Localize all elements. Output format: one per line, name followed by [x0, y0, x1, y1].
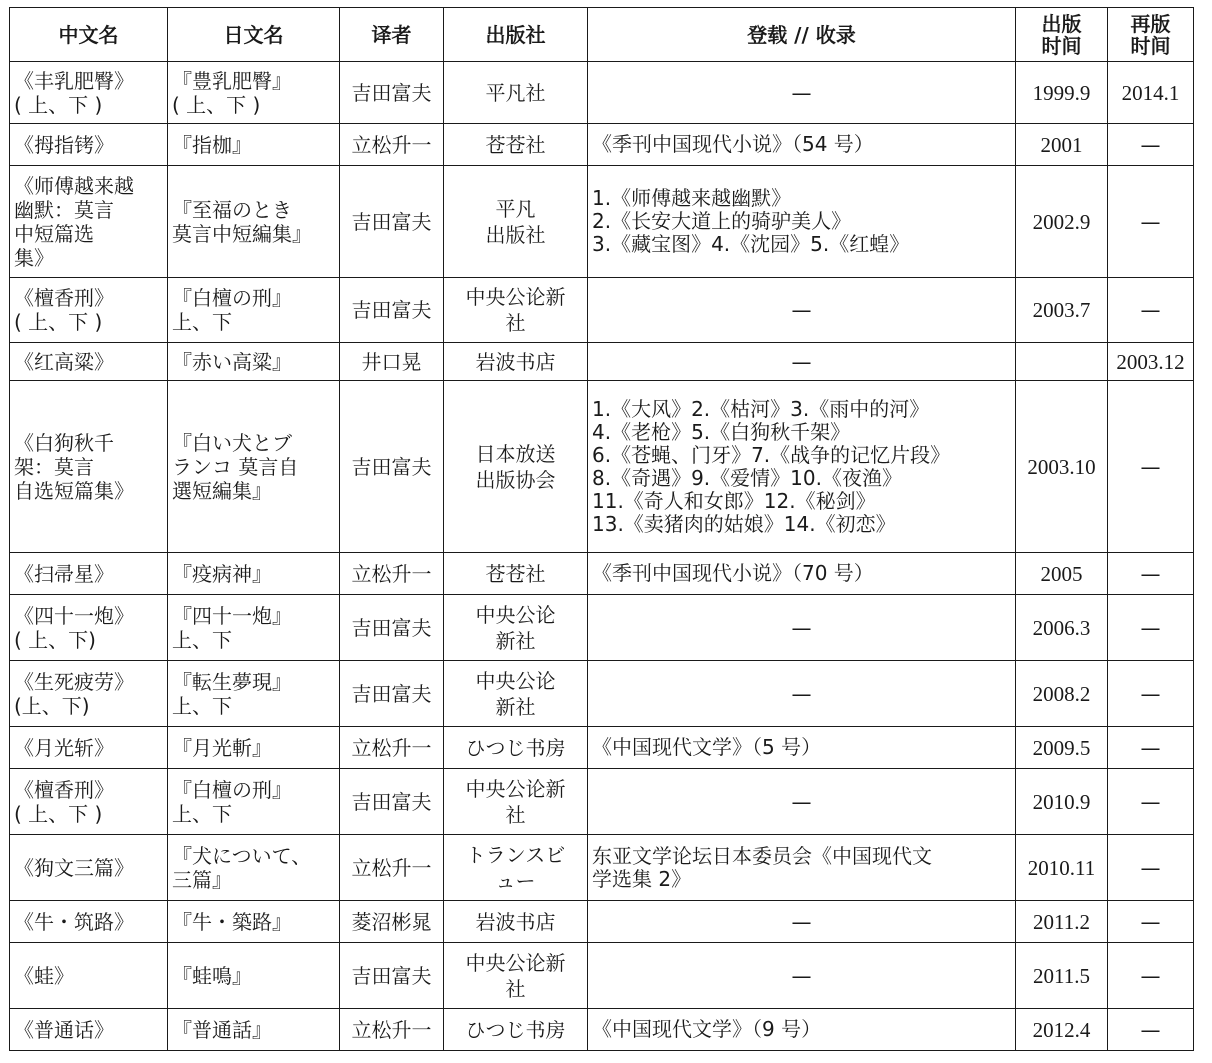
cell-chinese-title: 《拇指铐》	[10, 124, 168, 166]
cell-source: —	[588, 661, 1016, 727]
cell-reprint-date: —	[1108, 769, 1194, 835]
cell-source: 《季刊中国现代小说》（54 号）	[588, 124, 1016, 166]
cell-reprint-date: 2014.1	[1108, 62, 1194, 124]
table-row	[10, 124, 1194, 166]
cell-chinese-title: 《普通话》	[10, 1009, 168, 1051]
cell-publisher: トランスビ ュー	[444, 835, 588, 901]
table-row	[10, 343, 1194, 381]
header-row	[10, 8, 1194, 62]
cell-reprint-date: —	[1108, 901, 1194, 943]
cell-translator: 立松升一	[340, 553, 444, 595]
cell-reprint-date: —	[1108, 166, 1194, 278]
cell-publish-date: 2009.5	[1016, 727, 1108, 769]
cell-japanese-title: 『牛・築路』	[168, 901, 340, 943]
cell-japanese-title: 『白檀の刑』 上、下	[168, 278, 340, 343]
cell-source: —	[588, 901, 1016, 943]
cell-publisher: 日本放送 出版协会	[444, 381, 588, 553]
cell-chinese-title: 《四十一炮》 ( 上、下)	[10, 595, 168, 661]
cell-chinese-title: 《蛙》	[10, 943, 168, 1009]
cell-publisher: 中央公论新 社	[444, 278, 588, 343]
cell-chinese-title: 《狗文三篇》	[10, 835, 168, 901]
table-row	[10, 278, 1194, 343]
header-publish-date: 出版 时间	[1016, 8, 1108, 62]
cell-reprint-date: 2003.12	[1108, 343, 1194, 381]
cell-reprint-date: —	[1108, 727, 1194, 769]
table-row	[10, 835, 1194, 901]
header-publisher: 出版社	[444, 8, 588, 62]
cell-translator: 立松升一	[340, 835, 444, 901]
cell-reprint-date: —	[1108, 661, 1194, 727]
cell-translator: 吉田富夫	[340, 595, 444, 661]
cell-japanese-title: 『白い犬とブ ランコ 莫言自 選短編集』	[168, 381, 340, 553]
cell-source: —	[588, 278, 1016, 343]
table-row	[10, 595, 1194, 661]
cell-source: —	[588, 595, 1016, 661]
table-row	[10, 166, 1194, 278]
cell-publisher: 中央公论 新社	[444, 595, 588, 661]
cell-chinese-title: 《牛・筑路》	[10, 901, 168, 943]
cell-japanese-title: 『至福のとき 莫言中短編集』	[168, 166, 340, 278]
cell-translator: 吉田富夫	[340, 381, 444, 553]
cell-chinese-title: 《生死疲劳》 (上、下)	[10, 661, 168, 727]
cell-reprint-date: —	[1108, 278, 1194, 343]
cell-translator: 菱沼彬晁	[340, 901, 444, 943]
cell-source: 东亚文学论坛日本委员会《中国现代文 学选集 2》	[588, 835, 1016, 901]
cell-source: —	[588, 62, 1016, 124]
cell-reprint-date: —	[1108, 124, 1194, 166]
cell-source: 《中国现代文学》（5 号）	[588, 727, 1016, 769]
cell-reprint-date: —	[1108, 1009, 1194, 1051]
cell-publisher: 岩波书店	[444, 343, 588, 381]
cell-translator: 井口晃	[340, 343, 444, 381]
cell-japanese-title: 『赤い高粱』	[168, 343, 340, 381]
cell-chinese-title: 《扫帚星》	[10, 553, 168, 595]
table-row	[10, 943, 1194, 1009]
cell-japanese-title: 『白檀の刑』 上、下	[168, 769, 340, 835]
cell-source: —	[588, 769, 1016, 835]
cell-source: 《季刊中国现代小说》（70 号）	[588, 553, 1016, 595]
cell-japanese-title: 『疫病神』	[168, 553, 340, 595]
cell-source: —	[588, 943, 1016, 1009]
cell-chinese-title: 《红高粱》	[10, 343, 168, 381]
cell-translator: 吉田富夫	[340, 278, 444, 343]
cell-japanese-title: 『転生夢現』 上、下	[168, 661, 340, 727]
cell-publish-date: 2001	[1016, 124, 1108, 166]
cell-translator: 吉田富夫	[340, 769, 444, 835]
cell-japanese-title: 『犬について、 三篇』	[168, 835, 340, 901]
cell-publish-date: 2010.9	[1016, 769, 1108, 835]
cell-publisher: ひつじ书房	[444, 727, 588, 769]
table-row	[10, 553, 1194, 595]
cell-translator: 吉田富夫	[340, 166, 444, 278]
cell-publish-date	[1016, 343, 1108, 381]
cell-publisher: 苍苍社	[444, 124, 588, 166]
cell-source: 1.《师傅越来越幽默》 2.《长安大道上的骑驴美人》 3.《藏宝图》4.《沈园》5.《红蝗》	[588, 166, 1016, 278]
cell-reprint-date: —	[1108, 381, 1194, 553]
cell-publish-date: 2008.2	[1016, 661, 1108, 727]
cell-chinese-title: 《檀香刑》 ( 上、下 )	[10, 278, 168, 343]
cell-chinese-title: 《丰乳肥臀》 ( 上、下 )	[10, 62, 168, 124]
cell-japanese-title: 『四十一炮』 上、下	[168, 595, 340, 661]
cell-japanese-title: 『指枷』	[168, 124, 340, 166]
cell-translator: 吉田富夫	[340, 62, 444, 124]
cell-publish-date: 2010.11	[1016, 835, 1108, 901]
cell-chinese-title: 《檀香刑》 ( 上、下 )	[10, 769, 168, 835]
cell-publish-date: 2011.2	[1016, 901, 1108, 943]
cell-publisher: 苍苍社	[444, 553, 588, 595]
cell-translator: 立松升一	[340, 1009, 444, 1051]
cell-chinese-title: 《师傅越来越 幽默：莫言 中短篇选 集》	[10, 166, 168, 278]
header-japanese-title: 日文名	[168, 8, 340, 62]
cell-japanese-title: 『蛙鳴』	[168, 943, 340, 1009]
header-source: 登载 // 收录	[588, 8, 1016, 62]
table-row	[10, 769, 1194, 835]
cell-source: —	[588, 343, 1016, 381]
cell-publisher: ひつじ书房	[444, 1009, 588, 1051]
table-row	[10, 62, 1194, 124]
header-chinese-title: 中文名	[10, 8, 168, 62]
cell-publisher: 中央公论 新社	[444, 661, 588, 727]
cell-chinese-title: 《月光斩》	[10, 727, 168, 769]
cell-publish-date: 2003.7	[1016, 278, 1108, 343]
header-reprint-date: 再版 时间	[1108, 8, 1194, 62]
cell-reprint-date: —	[1108, 835, 1194, 901]
table-row	[10, 1009, 1194, 1051]
table-row	[10, 381, 1194, 553]
cell-publisher: 中央公论新 社	[444, 769, 588, 835]
table-row	[10, 661, 1194, 727]
cell-reprint-date: —	[1108, 595, 1194, 661]
cell-japanese-title: 『普通話』	[168, 1009, 340, 1051]
cell-source: 1.《大风》2.《枯河》3.《雨中的河》 4.《老枪》5.《白狗秋千架》 6.《苍蝇、门牙》7.《战争的记忆片段》 8.《奇遇》9.《爱情》10.《夜渔》 11.《奇人和女郎》12.《秘剑》 13.《卖猪肉的姑娘》14.《初恋》	[588, 381, 1016, 553]
cell-publisher: 岩波书店	[444, 901, 588, 943]
cell-translator: 吉田富夫	[340, 943, 444, 1009]
cell-chinese-title: 《白狗秋千 架：莫言 自选短篇集》	[10, 381, 168, 553]
cell-translator: 吉田富夫	[340, 661, 444, 727]
cell-publish-date: 2011.5	[1016, 943, 1108, 1009]
translation-table	[9, 7, 1194, 1051]
cell-publisher: 平凡 出版社	[444, 166, 588, 278]
table-row	[10, 727, 1194, 769]
cell-japanese-title: 『豊乳肥臀』 ( 上、下 )	[168, 62, 340, 124]
header-translator: 译者	[340, 8, 444, 62]
cell-publish-date: 2006.3	[1016, 595, 1108, 661]
cell-publish-date: 2012.4	[1016, 1009, 1108, 1051]
cell-publisher: 中央公论新 社	[444, 943, 588, 1009]
cell-source: 《中国现代文学》（9 号）	[588, 1009, 1016, 1051]
table-row	[10, 901, 1194, 943]
cell-translator: 立松升一	[340, 727, 444, 769]
cell-publisher: 平凡社	[444, 62, 588, 124]
cell-publish-date: 2005	[1016, 553, 1108, 595]
cell-publish-date: 2003.10	[1016, 381, 1108, 553]
cell-publish-date: 1999.9	[1016, 62, 1108, 124]
cell-publish-date: 2002.9	[1016, 166, 1108, 278]
cell-translator: 立松升一	[340, 124, 444, 166]
cell-japanese-title: 『月光斬』	[168, 727, 340, 769]
cell-reprint-date: —	[1108, 943, 1194, 1009]
cell-reprint-date: —	[1108, 553, 1194, 595]
